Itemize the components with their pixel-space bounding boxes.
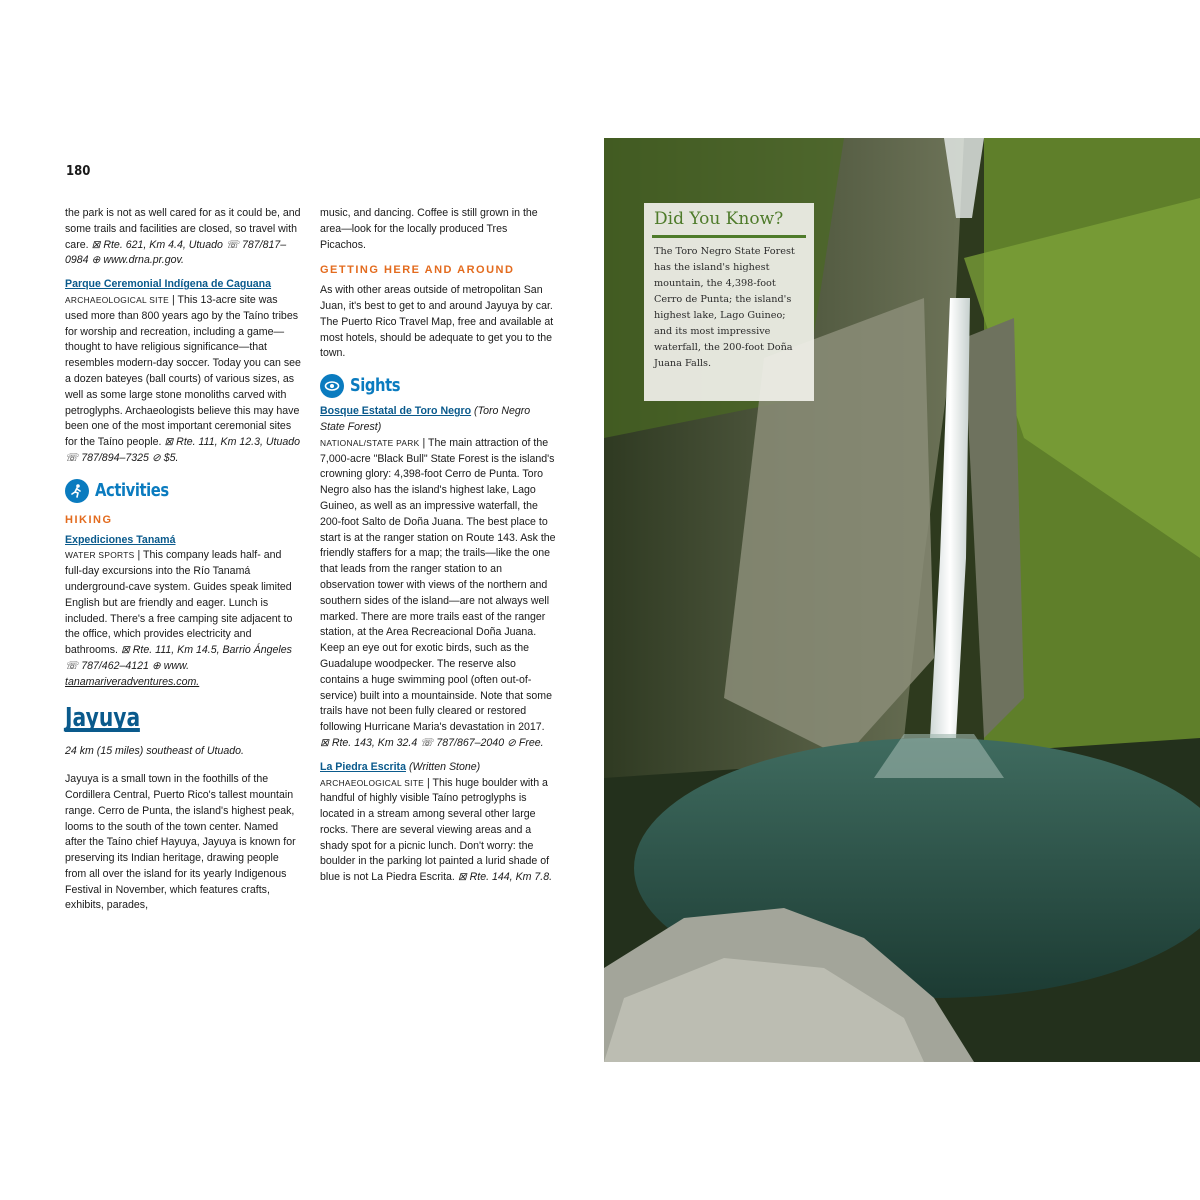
text: the park is not as well cared for as it could be, and some trails and facilities are closed, so travel with care. (65, 207, 301, 251)
address: ⊠ Rte. 144, Km 7.8. (457, 871, 553, 884)
entry-tag: NATIONAL/STATE PARK (320, 437, 420, 448)
town-heading (65, 702, 301, 733)
middle-column (320, 206, 556, 886)
activities-label: Activities (95, 479, 169, 501)
website-link[interactable]: tanamariveradventures.com. (65, 675, 200, 688)
entry-name[interactable]: Parque Ceremonial Indígena de Caguana (65, 278, 272, 291)
entry-alt-name: (Toro Negro State Forest) (320, 405, 531, 433)
hiking-subhead: HIKING (65, 513, 113, 526)
town-distance: 24 km (15 miles) southeast of Utuado. (65, 745, 245, 758)
entry (65, 533, 301, 691)
entry (320, 404, 556, 752)
entry-text: | This 13-acre site was used more than 800 years ago by the Taíno tribes for worship and recreation, including a game—thought to have religious significance—that resembles modern-day soccer. Today you can see a dozen bateyes (ball courts) of various sizes, as well as some large stone monoliths carved with petroglyphs. Archaeologists believe this may have been one of the most important ceremonial sites for the Taíno people. (65, 293, 301, 449)
activities-icon (65, 479, 89, 503)
did-you-know-box (644, 203, 814, 401)
sights-heading (320, 374, 556, 398)
entry-tag: ARCHAEOLOGICAL SITE (320, 777, 425, 788)
paragraph: music, and dancing. Coffee is still grown in the area—look for the locally produced Tres Picachos. (320, 207, 538, 251)
did-you-know-title: Did You Know? (654, 209, 784, 229)
entry-tag: WATER SPORTS (65, 550, 135, 561)
entry-tag: ARCHAEOLOGICAL SITE (65, 294, 170, 305)
did-you-know-text: The Toro Negro State Forest has the island's highest mountain, the 4,398-foot Cerro de Punta; the island's highest lake, Lago Guineo; and its most impressive waterfall, the 200-foot Doña Juana Falls. (654, 246, 795, 369)
left-column (65, 206, 301, 914)
eye-icon (320, 374, 344, 398)
divider (652, 235, 806, 238)
paragraph: As with other areas outside of metropolitan San Juan, it's best to get to and around Jayuya by car. The Puerto Rico Travel Map, free and available at most hotels, should be adequate to get you to the town. (320, 284, 554, 360)
sights-label: Sights (350, 375, 401, 397)
page-number: 180 (66, 164, 91, 179)
entry-name[interactable]: Bosque Estatal de Toro Negro (320, 405, 472, 418)
paragraph (65, 206, 301, 269)
entry (65, 277, 301, 467)
entry-alt-name: (Written Stone) (408, 760, 481, 773)
activities-heading (65, 479, 301, 503)
town-name: Jayuya (65, 702, 141, 733)
address: ⊠ Rte. 111, Km 14.5, Barrio Ángeles ☏ 787/462–4121 ⊕ www. (65, 644, 292, 672)
address: ⊠ Rte. 621, Km 4.4, Utuado ☏ 787/817–0984 ⊕ www.drna.pr.gov. (65, 238, 287, 267)
address: ⊠ Rte. 143, Km 32.4 ☏ 787/867–2040 ⊘ Free. (320, 736, 544, 749)
getting-here-subhead: GETTING HERE AND AROUND (320, 264, 515, 277)
entry-text: | This huge boulder with a handful of highly visible Taíno petroglyphs is located in a stream among several other large rocks. There are several viewing areas and a shady spot for a picnic lunch. Don't worry: the boulder in the parking lot painted a lurid shade of blue is not La Piedra Escrita. (320, 776, 550, 884)
entry-name[interactable]: La Piedra Escrita (320, 760, 406, 773)
entry-text: | This company leads half- and full-day excursions into the Río Tanamá underground-cave system. Guides speak limited English but are friendly and eager. Lunch is included. There's a free camping site adjacent to the office, which provides electricity and bathrooms. (65, 549, 293, 657)
entry-text: | The main attraction of the 7,000-acre "Black Bull" State Forest is the island's crowning glory: 4,398-foot Cerro de Punta. Toro Negro also has the island's highest lake, Lago Guineo, as well as an impressive waterfall, the 200-foot Salto de Doña Juana. The best place to start is at the ranger station on Route 143. Ask the friendly staffers for a map; the trails—like the one that leads from the ranger station to an observation tower with views of the northern and southern sides of the island—are not always well marked. There are more trails east of the ranger station, at the Area Recreacional Doña Juana. Keep an eye out for exotic birds, such as the Guadalupe woodpecker. The reserve also contains a huge swimming pool (often out-of-service) built into a mountainside. Note that some trails have not been fully cleared or restored following Hurricane Maria's devastation in 2017. (320, 436, 556, 734)
entry (320, 760, 556, 886)
entry-name[interactable]: Expediciones Tanamá (65, 533, 176, 546)
address: ⊠ Rte. 111, Km 12.3, Utuado ☏ 787/894–7325 ⊘ $5. (65, 436, 301, 464)
town-intro: Jayuya is a small town in the foothills of the Cordillera Central, Puerto Rico's tallest mountain range. Cerro de Punta, the island's highest peak, looms to the south of the town center. Named after the Taíno chief Hayuya, Jayuya is known for preserving its Indian heritage, drawing people from all over the island for its yearly Indigenous Festival in November, which features crafts, exhibits, parades, (65, 773, 296, 912)
